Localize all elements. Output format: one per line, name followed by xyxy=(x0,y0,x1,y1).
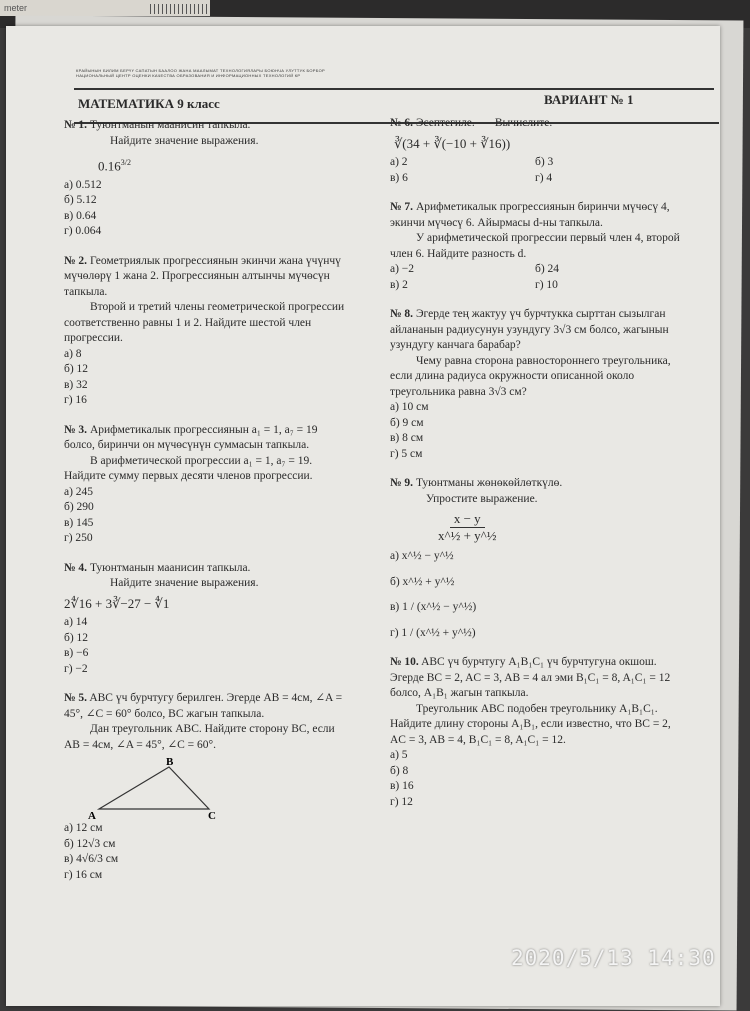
math-expression: ∛(34 + ∛(−10 + ∛16)) xyxy=(394,135,511,151)
answer-option: а) 0.512 xyxy=(64,178,102,191)
problem-text-ky: Эсептегиле. xyxy=(415,117,475,129)
problem-1 xyxy=(64,118,349,240)
answer-option: в) 32 xyxy=(64,378,88,391)
problem-text-ru: Треугольник ABC подобен треугольнику A₁B₁C₁. Найдите длину стороны A₁B₁, если известно, что BC = 2, AC = 3, AB = 4, B₁C₁ = 8, A₁C₁ = 12. xyxy=(390,702,671,746)
answer-option: г) 16 xyxy=(64,394,87,407)
answer-option: б) 5.12 xyxy=(64,194,97,207)
fraction xyxy=(434,511,501,543)
left-column xyxy=(64,118,349,897)
problem-3 xyxy=(64,423,349,547)
answer-option: а) 10 см xyxy=(390,401,429,413)
vertex-label-c: C xyxy=(208,810,216,820)
photo-timestamp: 2020/5/13 14:30 xyxy=(511,946,716,970)
problem-number: № 9. xyxy=(390,477,414,489)
exponent: 3/2 xyxy=(120,158,131,167)
answer-option: а) 8 xyxy=(64,347,82,360)
problem-text-ru: Найдите значение выражения. xyxy=(110,577,259,590)
triangle-shape xyxy=(99,767,209,809)
ruler-label: meter xyxy=(4,3,28,13)
answer-option: б) 12√3 см xyxy=(64,837,116,850)
answer-option: б) 3 xyxy=(535,156,554,168)
answer-option: б) 12 xyxy=(64,363,89,376)
answer-option: б) 12 xyxy=(64,631,89,644)
vertex-label-a: A xyxy=(88,810,96,820)
problem-10 xyxy=(390,655,680,810)
problem-text-ky: Туюнтманын маанисин тапкыла. xyxy=(89,561,251,574)
answer-option: б) 9 см xyxy=(390,416,424,429)
answer-option: г) 250 xyxy=(64,532,93,545)
problem-7 xyxy=(390,200,680,293)
answer-option: б) 8 xyxy=(390,764,409,777)
problem-text-ky: Арифметикалык прогрессиянын биринчи мүчөсү 4, экинчи мүчөсү 6. Айырмасы d-ны тапкыла. xyxy=(390,201,670,229)
triangle-diagram xyxy=(74,757,244,819)
problem-number: № 10. xyxy=(390,656,419,668)
header-org-line: КРАЙЫНЫН БИЛИМ БЕРҮҮ САПАТЫН БААЛОО ЖАНА МААЛЫМАТ ТЕХНОЛОГИЯЛАРЫ БОЮНЧА УЛУТТУК БОРБОР xyxy=(76,68,326,73)
vertex-label-b: B xyxy=(166,757,174,769)
problem-text-ru: Дан треугольник ABC. Найдите сторону BC, если AB = 4см, ∠A = 45°, ∠C = 60°. xyxy=(64,723,335,751)
fraction-numerator: x − y xyxy=(450,511,485,528)
problem-text-ky: ABC үч бурчтугу A₁B₁C₁ үч бурчтугуна окшош. Эгерде BC = 2, AC = 3, AB = 4 ал эми B₁C₁ = 8, A₁C₁ = 12 болсо, A₁B₁ жагын тапкыла. xyxy=(390,656,671,699)
problem-9 xyxy=(390,476,680,641)
answer-option: в) 1 / (x^½ − y^½) xyxy=(390,601,477,613)
answer-option: в) −6 xyxy=(64,647,89,660)
answer-option: г) 10 xyxy=(535,278,558,291)
answer-option: г) 0.064 xyxy=(64,225,102,238)
answer-option: б) 24 xyxy=(535,263,560,275)
answer-option: а) 5 xyxy=(390,749,408,761)
variant-label: ВАРИАНТ № 1 xyxy=(544,92,634,107)
answer-option: б) 290 xyxy=(64,501,94,514)
answer-options xyxy=(390,155,680,186)
problem-text-ru: Второй и третий члены геометрической прогрессии соответственно равны 1 и 2. Найдите шестой член прогрессии. xyxy=(64,301,345,345)
answer-option: а) −2 xyxy=(390,263,415,275)
answer-option: в) 6 xyxy=(390,171,408,184)
answer-option: г) 16 см xyxy=(64,868,103,881)
header-top-rule xyxy=(74,88,714,90)
answer-option: а) x^½ − y^½ xyxy=(390,550,454,562)
answer-option: а) 12 см xyxy=(64,822,103,835)
ruler-ticks xyxy=(150,4,210,14)
math-expression: 2∜16 + 3∛−27 − ∜1 xyxy=(64,595,170,611)
problem-4 xyxy=(64,561,349,678)
answer-options xyxy=(390,262,680,293)
answer-option: в) 145 xyxy=(64,516,94,529)
problem-number: № 5. xyxy=(64,692,88,705)
problem-text-ky: Геометриялык прогрессиянын экинчи жана үчүнчү мүчөлөрү 1 жана 2. Прогрессиянын алтынчы мүчөсүн тапкыла. xyxy=(64,254,341,298)
problem-text-ky: Туюнтманын маанисин тапкыла. xyxy=(89,119,251,131)
header-org-line: НАЦИОНАЛЬНЫЙ ЦЕНТР ОЦЕНКИ КАЧЕСТВА ОБРАЗОВАНИЯ И ИНФОРМАЦИОННЫХ ТЕХНОЛОГИЙ КР xyxy=(76,73,301,78)
problem-text-ru: Вычислите. xyxy=(494,117,553,129)
problem-5 xyxy=(64,691,349,883)
answer-option: г) 5 см xyxy=(390,447,423,460)
problem-text-ky: Туюнтманы жөнөкөйлөткүлө. xyxy=(415,477,563,489)
answer-option: в) 4√6/3 см xyxy=(64,853,119,866)
answer-option: в) 2 xyxy=(390,278,408,291)
answer-option: в) 16 xyxy=(390,780,414,792)
answer-option: г) 1 / (x^½ + y^½) xyxy=(390,626,476,639)
math-expression xyxy=(434,511,680,543)
problem-number: № 2. xyxy=(64,254,88,267)
page-title: МАТЕМАТИКА 9 класс xyxy=(78,96,220,111)
problem-number: № 1. xyxy=(64,119,88,131)
problem-text-ru: В арифметической прогрессии a₁ = 1, a₇ = 19. Найдите сумму первых десяти членов прогрессии. xyxy=(64,454,313,483)
problem-text-ky: Арифметикалык прогрессиянын a₁ = 1, a₇ = 19 болсо, биринчи он мүчөсүнүн суммасын тапкыла. xyxy=(64,423,318,452)
problem-text-ky: ABC үч бурчтугу берилген. Эгерде AB = 4см, ∠A = 45°, ∠C = 60° болсо, BC жагын тапкыла. xyxy=(64,692,343,720)
answer-option: а) 2 xyxy=(390,156,408,168)
answer-option: г) 4 xyxy=(535,171,553,184)
answer-option: г) 12 xyxy=(390,795,413,808)
problem-2 xyxy=(64,254,349,409)
problem-number: № 8. xyxy=(390,308,414,320)
problem-6 xyxy=(390,116,680,186)
problem-8 xyxy=(390,307,680,462)
right-column xyxy=(390,116,680,824)
math-expression: $0.16^{3/2}$ xyxy=(98,158,131,174)
answer-option: г) −2 xyxy=(64,662,88,675)
answer-option: б) x^½ + y^½ xyxy=(390,575,455,588)
problem-number: № 3. xyxy=(64,423,88,436)
answer-option: а) 245 xyxy=(64,485,94,498)
header-organization xyxy=(76,68,376,78)
fraction-denominator: x^½ + y^½ xyxy=(438,527,497,543)
answer-option: а) 14 xyxy=(64,616,88,629)
problem-text-ru: Упростите выражение. xyxy=(426,492,538,505)
problem-text-ky: Эгерде тең жактуу үч бурчтукка сырттан сызылган айлананын радиусунун узундугу 3√3 см болсо, жагынын узундугу канчага барабар? xyxy=(390,308,669,351)
problem-text-ru: Найдите значение выражения. xyxy=(110,134,259,147)
problem-text-ru: У арифметической прогрессии первый член 4, второй член 6. Найдите разность d. xyxy=(390,232,680,260)
ruler xyxy=(0,0,210,16)
answer-option: в) 0.64 xyxy=(64,209,97,222)
problem-number: № 4. xyxy=(64,561,88,574)
problem-text-ru: Чему равна сторона равностороннего треугольника, если длина радиуса окружности описанной около треугольника равна 3√3 см? xyxy=(390,354,671,398)
answer-option: в) 8 см xyxy=(390,432,424,444)
problem-number: № 6. xyxy=(390,117,414,129)
problem-number: № 7. xyxy=(390,201,414,213)
